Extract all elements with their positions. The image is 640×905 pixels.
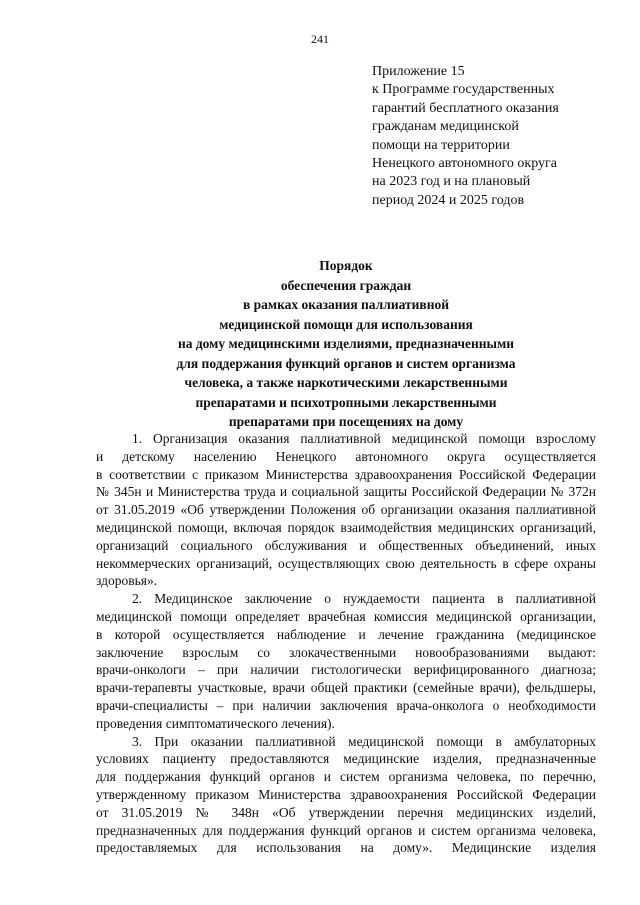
title-line: в рамках оказания паллиативной [242,297,450,312]
text-line: здоровья». [96,573,158,589]
appendix-line: к Программе государственных [372,82,555,98]
text-line: врачи-специалисты – при наличии заключения врача-онколога о необходимости [96,697,596,713]
text-line: от 31.05.2019 № 348н «Об утверждении перечня медицинских изделий, [96,804,596,820]
title-line: на дому медицинскими изделиями, предназначенными [177,336,515,351]
paragraph-3 [96,733,596,858]
appendix-header [372,63,622,210]
text-line: врачи-терапевты участковые, врачи общей практики (семейные врачи), фельдшеры, [96,680,596,696]
text-line: заключение взрослым со злокачественными новообразованиями выдают: [96,644,596,660]
text-line: организаций социального обслуживания и общественных объединений, иных [96,537,596,553]
text-line: для поддержания функций органов и систем организма человека, по перечню, [96,769,596,785]
text-line: 3. При оказании паллиативной медицинской помощи в амбулаторных [132,733,596,749]
appendix-line: гражданам медицинской [372,119,519,135]
title-line: обеспечения граждан [280,277,412,293]
text-line: 1. Организация оказания паллиативной медицинской помощи взрослому [132,431,596,446]
text-line: условиях пациенту предоставляются медицинские изделия, предназначенные [96,751,596,767]
text-line: утвержденному приказом Министерства здравоохранения Российской Федерации [96,786,596,802]
appendix-line: Ненецкого автономного округа [372,156,557,172]
text-line: от 31.05.2019 «Об утверждении Положения об организации оказания паллиативной [96,502,596,518]
title-line: Порядок [319,258,373,273]
appendix-line: Приложение 15 [372,64,465,79]
title-line: для поддержания функций органов и систем организма [176,355,516,371]
text-line: некоммерческих организаций, осуществляющих свою деятельность в сфере охраны [96,555,596,571]
appendix-line: период 2024 и 2025 годов [372,192,525,208]
appendix-line: помощи на территории [372,137,510,153]
page-number: 241 [311,32,329,46]
document-body [96,430,596,857]
text-line: медицинской помощи определяет врачебная комиссия медицинской организации, [96,608,596,624]
document-title [96,256,596,432]
text-line: и детскому населению Ненецкого автономного округа осуществляется [96,448,596,464]
text-line: врачи-онкологи – при наличии гистологически верифицированного диагноза; [96,662,596,678]
text-line: медицинской помощи, включая порядок взаимодействия медицинских организаций, [96,519,596,535]
paragraph-2 [96,590,596,732]
title-line: препаратами при посещениях на дому [228,414,464,429]
appendix-line: гарантий бесплатного оказания [372,100,559,116]
paragraph-1 [96,430,596,590]
title-line: препаратами и психотропными лекарственными [195,394,497,410]
title-line: медицинской помощи для использования [219,316,473,332]
text-line: в которой осуществляется наблюдение и лечение гражданина (медицинское [96,626,596,642]
text-line: предназначенных для поддержания функций органов и систем организма человека, [96,822,596,838]
text-line: проведения симптоматического лечения). [96,715,335,731]
title-line: человека, а также наркотическими лекарственными [184,375,508,390]
text-line: № 345н и Министерства труда и социальной защиты Российской Федерации № 372н [96,484,596,500]
text-line: предоставляемых для использования на дому». Медицинские изделия [96,840,596,856]
text-line: в соответствии с приказом Министерства здравоохранения Российской Федерации [96,466,596,482]
appendix-line: на 2023 год и на плановый [372,174,531,190]
text-line: 2. Медицинское заключение о нуждаемости пациента в паллиативной [132,591,596,607]
